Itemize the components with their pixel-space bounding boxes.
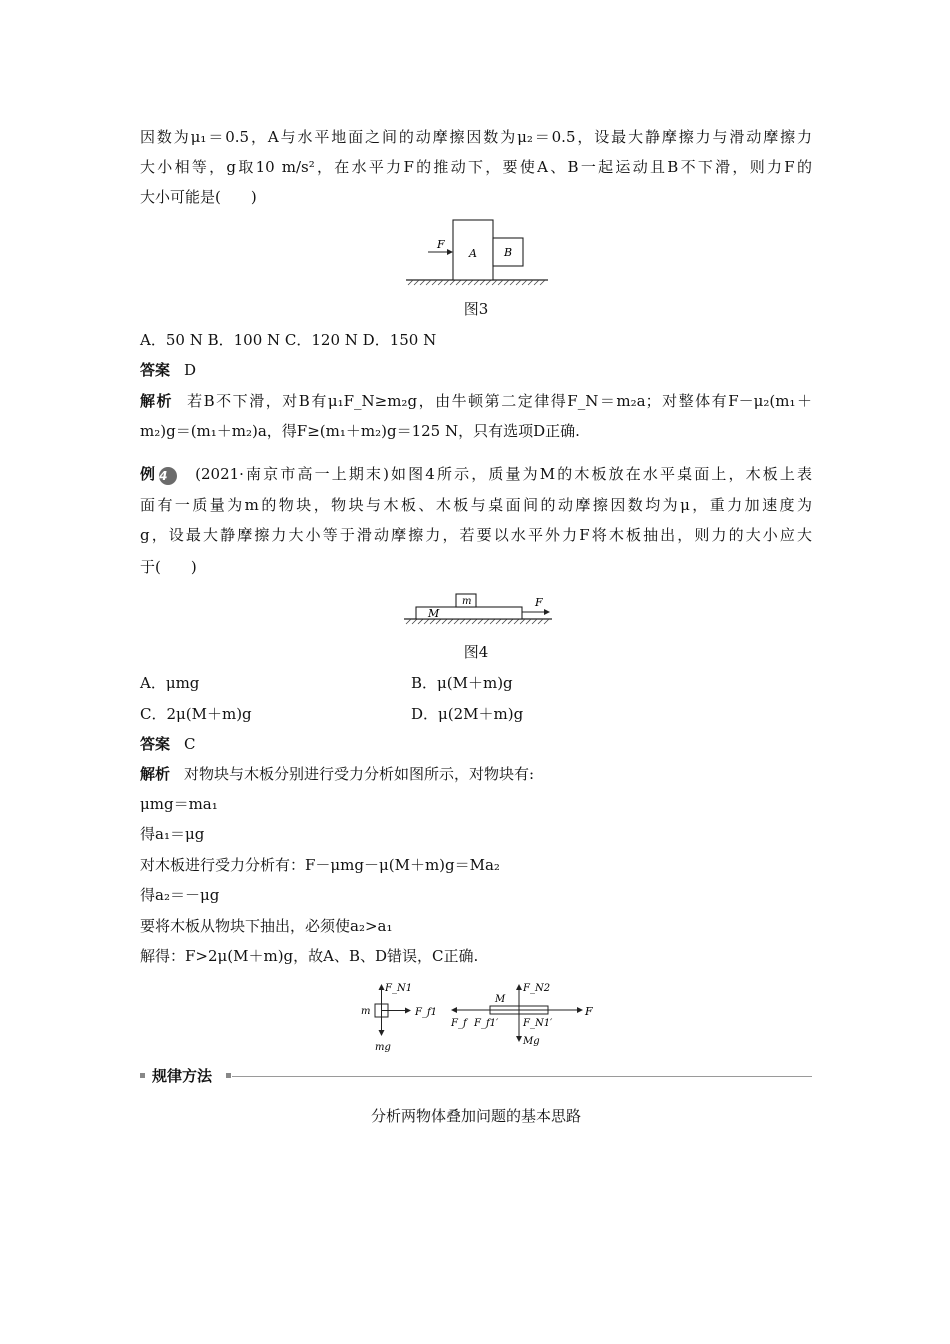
arrow-down-icon <box>379 1030 385 1036</box>
label-fn2: F_N2 <box>523 983 551 994</box>
label-mg: mg <box>375 1042 391 1053</box>
label-m: m <box>361 1006 371 1017</box>
example4-line-2: 面有一质量为m的物块，物块与木板、木板与桌面间的动摩擦因数均为μ，重力加速度为 <box>140 496 812 514</box>
label-big-mg: Mg <box>523 1036 540 1047</box>
analysis-label: 解析 <box>140 765 171 783</box>
force-arrow-icon <box>544 609 550 615</box>
example4-analysis-line-7: 解得：F>2μ(M＋m)g，故A、B、D错误，C正确. <box>140 947 479 965</box>
option-a: A．μmg <box>140 674 200 692</box>
option-b: B．μ(M＋m)g <box>411 674 513 692</box>
method-subtitle: 分析两物体叠加问题的基本思路 <box>370 1107 581 1125</box>
section-divider <box>232 1076 812 1077</box>
figure-3 <box>400 212 552 292</box>
answer-label: 答案 <box>140 735 171 753</box>
example4-text-1: (2021·南京市高一上期末)如图4所示，质量为M的木板放在水平桌面上，木板上表 <box>195 465 812 483</box>
example4-analysis-line-5: 得a₂＝－μg <box>140 886 220 904</box>
problem3-answer <box>140 360 812 380</box>
analysis-text: 对物块与木板分别进行受力分析如图所示，对物块有: <box>184 765 535 783</box>
arrow-left-icon <box>451 1007 457 1013</box>
example4-line-1 <box>140 464 812 485</box>
answer-label: 答案 <box>140 361 171 379</box>
fig4-force-label: F <box>535 596 543 609</box>
option-c: C．2μ(M＋m)g <box>140 705 252 723</box>
example4-analysis-line-1 <box>140 764 812 784</box>
square-bullet-icon <box>140 1073 145 1078</box>
example4-analysis-line-6: 要将木板从物块下抽出，必须使a₂>a₁ <box>140 917 393 935</box>
analysis-text: 若B不下滑，对B有μ₁F_N≥m₂g，由牛顿第二定律得F_N＝m₂a；对整体有F－μ₂(m₁＋ <box>187 392 812 410</box>
problem3-analysis-line-2: m₂)g＝(m₁＋m₂)a，得F≥(m₁＋m₂)g＝125 N，只有选项D正确. <box>140 422 580 440</box>
label-fn1-prime: F_N1′ <box>523 1018 553 1029</box>
problem3-line-3: 大小可能是( ) <box>140 188 257 206</box>
label-ff: F_f <box>451 1018 467 1029</box>
problem3-line-1: 因数为μ₁＝0.5，A与水平地面之间的动摩擦因数为μ₂＝0.5，设最大静摩擦力与滑动摩擦力 <box>140 128 812 146</box>
figure-3-caption: 图3 <box>463 300 489 318</box>
fig3-block-b-label: B <box>504 246 513 259</box>
figure-4-caption: 图4 <box>463 643 489 661</box>
label-ff1-prime: F_f1′ <box>474 1018 499 1029</box>
label-ff1: F_f1 <box>415 1007 438 1018</box>
example4-analysis-line-3: 得a₁＝μg <box>140 825 205 843</box>
problem3-line-2: 大小相等，g取10 m/s²，在水平力F的推动下，要使A、B一起运动且B不下滑，则力F的 <box>140 158 812 176</box>
label-board-m: M <box>495 994 506 1005</box>
fig3-force-label: F <box>437 238 445 251</box>
example4-analysis-line-2: μmg＝ma₁ <box>140 795 218 813</box>
figure-4 <box>398 588 556 628</box>
example4-analysis-line-4: 对木板进行受力分析有：F－μmg－μ(M＋m)g＝Ma₂ <box>140 856 500 874</box>
label-f: F <box>585 1005 593 1018</box>
label-fn1: F_N1 <box>385 983 413 994</box>
example4-line-4: 于( ) <box>140 558 197 576</box>
force-arrow-icon <box>447 249 453 255</box>
example4-answer <box>140 734 812 754</box>
problem3-options: A．50 N B．100 N C．120 N D．150 N <box>140 331 437 349</box>
method-section-header <box>140 1066 812 1086</box>
arrow-up-icon <box>379 984 385 990</box>
arrow-right-icon <box>577 1007 583 1013</box>
analysis-label: 解析 <box>140 392 174 410</box>
problem3-analysis-line-1 <box>140 391 812 411</box>
arrow-down-icon <box>516 1036 522 1042</box>
example-label: 例 <box>140 465 158 483</box>
example4-line-3: g，设最大静摩擦力大小等于滑动摩擦力，若要以水平外力F将木板抽出，则力的大小应大 <box>140 526 812 544</box>
answer-value: D <box>184 361 197 379</box>
example-number-badge: 4 <box>159 467 177 485</box>
answer-value: C <box>184 735 196 753</box>
force-diagram <box>355 978 600 1056</box>
fig4-board-label: M <box>428 607 440 620</box>
arrow-right-icon <box>405 1008 411 1014</box>
option-d: D．μ(2M＋m)g <box>411 705 524 723</box>
fig4-block-label: m <box>462 596 472 607</box>
square-bullet-icon <box>226 1073 231 1078</box>
arrow-up-icon <box>516 984 522 990</box>
method-title: 规律方法 <box>152 1067 213 1085</box>
fig3-block-a-label: A <box>469 247 477 260</box>
